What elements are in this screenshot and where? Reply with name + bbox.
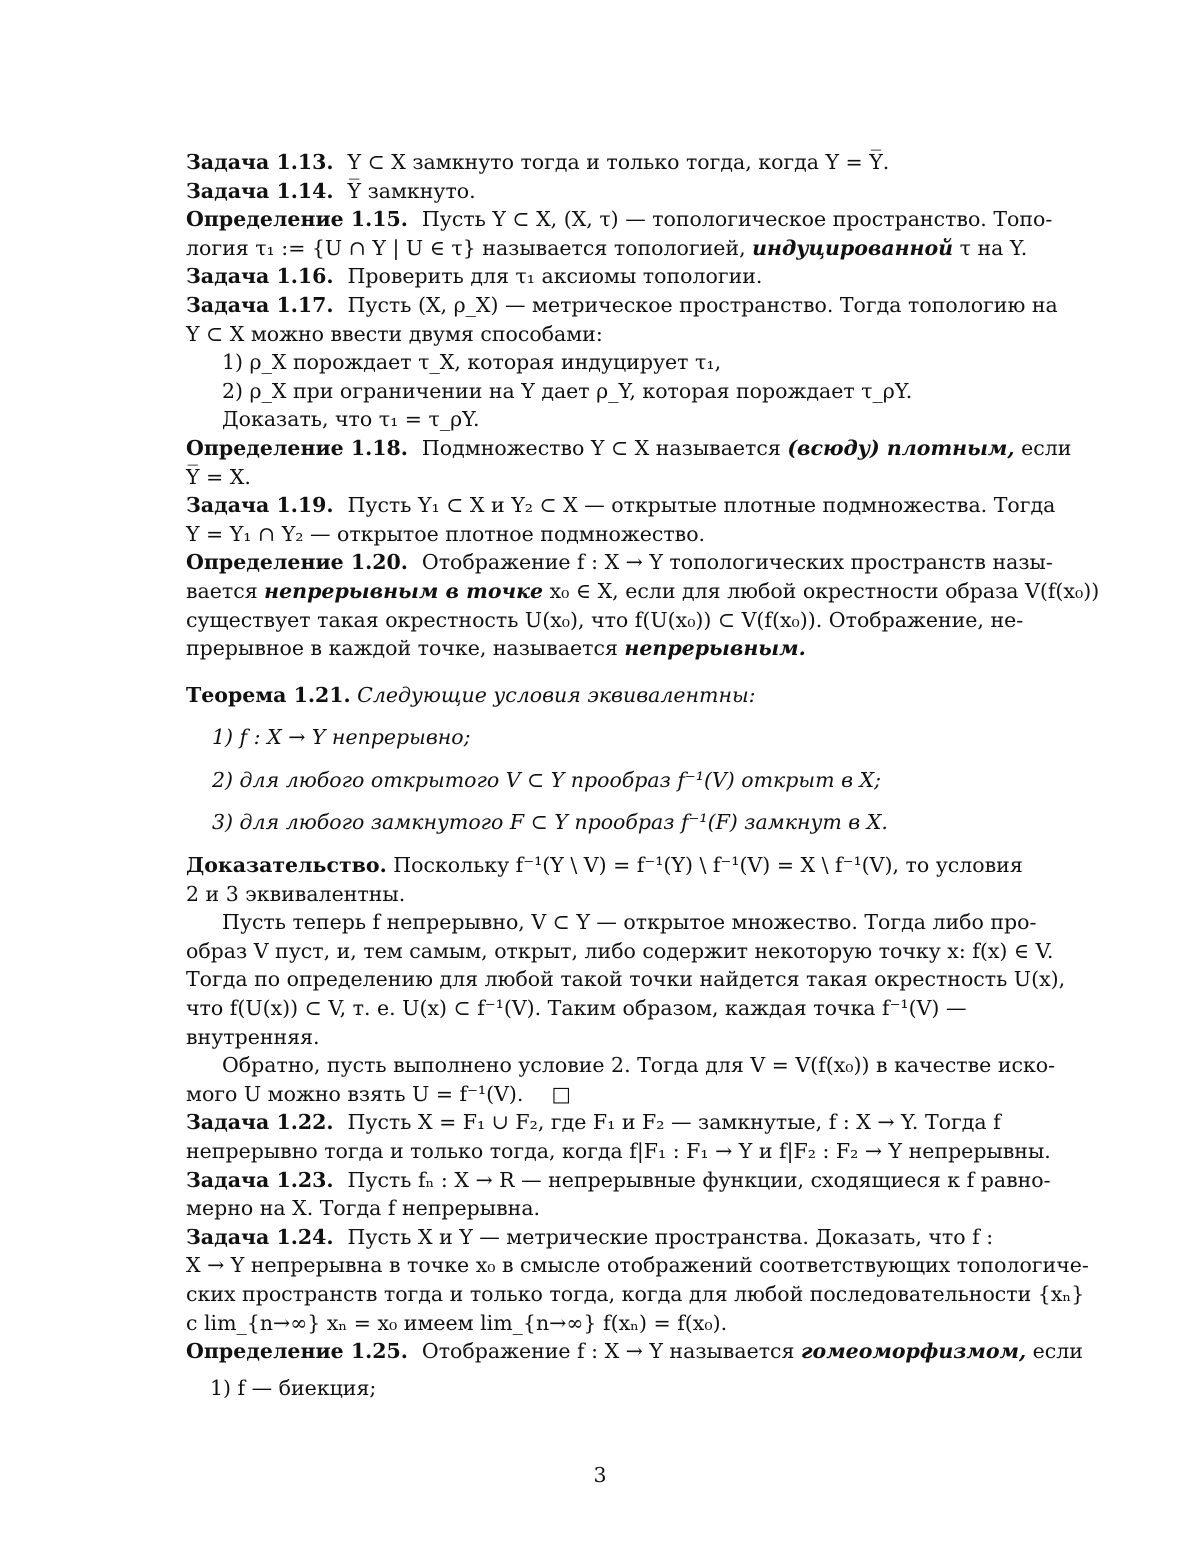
definition-1-25: Определение 1.25. Отображение f : X → Y называется гомеоморфизмом, если 1) f — биекция; — [186, 1337, 1076, 1402]
problem-1-24: Задача 1.24. Пусть X и Y — метрические пространства. Доказать, что f : X → Y непрерывна в точке x₀ в смысле отображений соответствующих топологиче- ских пространств тогда и только тогда, когда для любой последовательности {xₙ} с lim_{n→∞} xₙ = x₀ имеем lim_{n→∞} f(xₙ) = f(x₀). — [186, 1223, 1076, 1337]
problem-1-23: Задача 1.23. Пусть fₙ : X → R — непрерывные функции, сходящиеся к f равно- мерно на X. Тогда f непрерывна. — [186, 1166, 1076, 1223]
definition-item-1: 1) f — биекция; — [186, 1374, 1076, 1403]
page-body — [186, 148, 1076, 1402]
problem-1-22: Задача 1.22. Пусть X = F₁ ∪ F₂, где F₁ и F₂ — замкнутые, f : X → Y. Тогда f непрерывно тогда и только тогда, когда f|F₁ : F₁ → Y и f|F₂ : F₂ → Y непрерывны. — [186, 1108, 1076, 1165]
definition-1-15: Определение 1.15. Пусть Y ⊂ X, (X, τ) — топологическое пространство. Топо- логия τ₁ := {U ∩ Y | U ∈ τ} называется топологией, индуцированной τ на Y. — [186, 205, 1076, 262]
problem-1-13: Задача 1.13. Y ⊂ X замкнуто тогда и только тогда, когда Y = Y̅. — [186, 148, 1076, 177]
label: Задача 1.14. — [186, 179, 334, 203]
problem-1-14: Задача 1.14. Y̅ замкнуто. — [186, 177, 1076, 206]
label: Задача 1.13. — [186, 150, 334, 174]
problem-1-17: Задача 1.17. Пусть (X, ρ_X) — метрическое пространство. Тогда топологию на Y ⊂ X можно ввести двумя способами: 1) ρ_X порождает τ_X, которая индуцирует τ₁, 2) ρ_X при ограничении на Y дает ρ_Y, которая порождает τ_ρY. Доказать, что τ₁ = τ_ρY. — [186, 291, 1076, 434]
theorem-1-21: Теорема 1.21. Следующие условия эквивалентны: 1) f : X → Y непрерывно; 2) для любого открытого V ⊂ Y прообраз f⁻¹(V) открыт в X; 3) для любого замкнутого F ⊂ Y прообраз f⁻¹(F) замкнут в X. — [186, 681, 1076, 837]
page-number: 3 — [0, 1463, 1200, 1487]
theorem-item-1: 1) f : X → Y непрерывно; — [186, 723, 1076, 752]
definition-1-18: Определение 1.18. Подмножество Y ⊂ X называется (всюду) плотным, если Y̅ = X. — [186, 434, 1076, 491]
proof: Доказательство. Поскольку f⁻¹(Y \ V) = f⁻¹(Y) \ f⁻¹(V) = X \ f⁻¹(V), то условия 2 и 3 эквивалентны. Пусть теперь f непрерывно, V ⊂ Y — открытое множество. Тогда либо про- образ V пуст, и, тем самым, открыт, либо содержит некоторую точку x: f(x) ∈ V. Тогда по определению для любой такой точки найдется такая окрестность U(x), что f(U(x)) ⊂ V, т. е. U(x) ⊂ f⁻¹(V). Таким образом, каждая точка f⁻¹(V) — внутренняя. Обратно, пусть выполнено условие 2. Тогда для V = V(f(x₀)) в качестве иско- мого U можно взять U = f⁻¹(V). □ — [186, 851, 1076, 1108]
theorem-item-2: 2) для любого открытого V ⊂ Y прообраз f⁻¹(V) открыт в X; — [186, 766, 1076, 795]
theorem-item-3: 3) для любого замкнутого F ⊂ Y прообраз f⁻¹(F) замкнут в X. — [186, 808, 1076, 837]
definition-1-20: Определение 1.20. Отображение f : X → Y топологических пространств назы- вается непрерывным в точке x₀ ∈ X, если для любой окрестности образа V(f(x₀)) существует такая окрестность U(x₀), что f(U(x₀)) ⊂ V(f(x₀)). Отображение, не- прерывное в каждой точке, называется непрерывным. — [186, 548, 1076, 662]
problem-1-19: Задача 1.19. Пусть Y₁ ⊂ X и Y₂ ⊂ X — открытые плотные подмножества. Тогда Y = Y₁ ∩ Y₂ — открытое плотное подмножество. — [186, 491, 1076, 548]
qed-mark: □ — [551, 1080, 570, 1109]
problem-1-16: Задача 1.16. Проверить для τ₁ аксиомы топологии. — [186, 262, 1076, 291]
